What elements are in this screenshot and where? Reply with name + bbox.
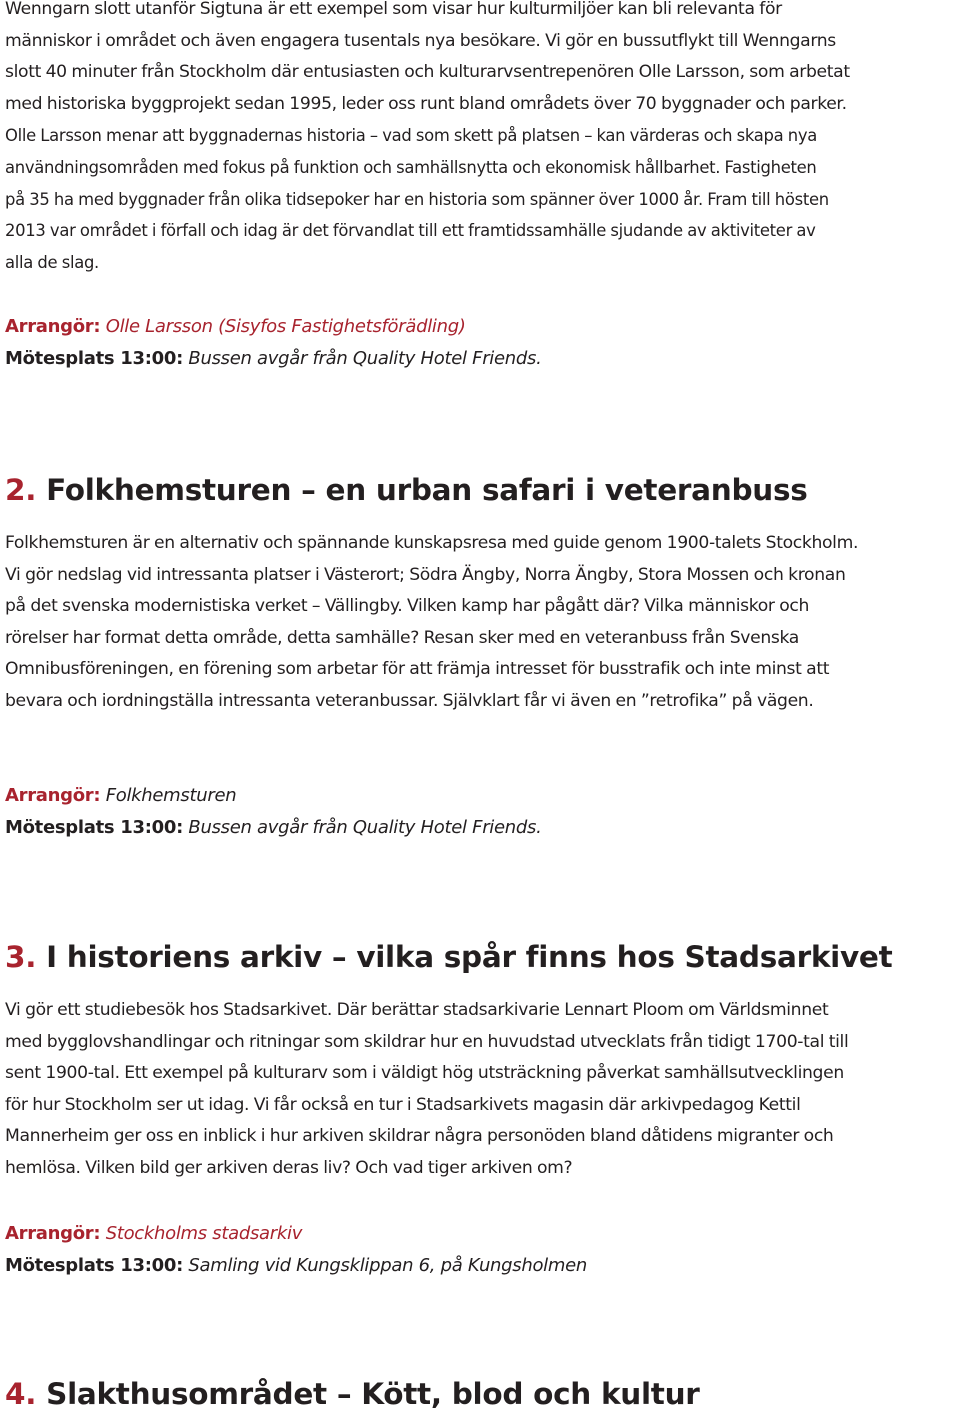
meeting-line — [5, 1250, 955, 1282]
section-heading — [5, 937, 892, 977]
section-number: 4. — [5, 1377, 37, 1411]
organizer-value: Olle Larsson (Sisyfos Fastighetsförädling) — [105, 316, 466, 337]
meeting-value: Bussen avgår från Quality Hotel Friends. — [188, 816, 542, 838]
paragraph-line: bevara och iordningställa intressanta veteranbussar. Självklart får vi även en ”retrofika” på vägen. — [5, 690, 814, 711]
meeting-value: Bussen avgår från Quality Hotel Friends. — [188, 347, 542, 369]
organizer-line — [5, 1218, 955, 1250]
organizer-label: Arrangör: — [5, 316, 101, 337]
organizer-label: Arrangör: — [5, 1223, 101, 1244]
meeting-value: Samling vid Kungsklippan 6, på Kungsholmen — [188, 1254, 588, 1276]
paragraph-line: rörelser har format detta område, detta samhälle? Resan sker med en veteranbuss från Svenska — [5, 627, 799, 648]
intro-line: 2013 var området i förfall och idag är det förvandlat till ett framtidssamhälle sjudande av aktiviteter av — [5, 221, 816, 241]
paragraph-line: för hur Stockholm ser ut idag. Vi får också en tur i Stadsarkivets magasin där arkivpedagog Kettil — [5, 1094, 801, 1115]
section-paragraph — [5, 995, 955, 1185]
intro-line: Wenngarn slott utanför Sigtuna är ett exempel som visar hur kulturmiljöer kan bli relevanta för — [5, 0, 782, 19]
section-paragraph — [5, 528, 955, 718]
section-event-info — [5, 1218, 955, 1281]
intro-line: med historiska byggprojekt sedan 1995, leder oss runt bland områdets över 70 byggnader och parker. — [5, 93, 847, 114]
intro-paragraph — [5, 0, 955, 278]
section-heading — [5, 470, 808, 510]
intro-line: Olle Larsson menar att byggnadernas historia – vad som skett på platsen – kan värderas och skapa nya — [5, 126, 818, 146]
organizer-line — [5, 311, 955, 343]
paragraph-line: Mannerheim ger oss en inblick i hur arkiven skildrar några personöden bland dåtidens migranter och — [5, 1126, 834, 1147]
meeting-label: Mötesplats 13:00: — [5, 1254, 183, 1276]
paragraph-line: sent 1900-tal. Ett exempel på kulturarv som i väldigt hög utsträckning påverkat samhällsutvecklingen — [5, 1063, 844, 1084]
intro-event-info — [5, 311, 955, 374]
meeting-line — [5, 343, 955, 375]
meeting-label: Mötesplats 13:00: — [5, 816, 183, 838]
section-number: 2. — [5, 473, 37, 507]
organizer-value: Folkhemsturen — [105, 785, 237, 806]
paragraph-line: hemlösa. Vilken bild ger arkiven deras liv? Och vad tiger arkiven om? — [5, 1157, 573, 1178]
section-title: I historiens arkiv – vilka spår finns hos Stadsarkivet — [46, 940, 893, 974]
intro-line: människor i området och även engagera tusentals nya besökare. Vi gör en bussutflykt till Wenngarns — [5, 30, 836, 51]
organizer-value: Stockholms stadsarkiv — [105, 1223, 303, 1244]
organizer-line — [5, 780, 955, 812]
meeting-line — [5, 812, 955, 844]
paragraph-line: på det svenska modernistiska verket – Vällingby. Vilken kamp har pågått där? Vilka människor och — [5, 596, 810, 617]
paragraph-line: Folkhemsturen är en alternativ och spännande kunskapsresa med guide genom 1900-talets Stockholm. — [5, 533, 859, 553]
meeting-label: Mötesplats 13:00: — [5, 347, 183, 369]
intro-line: alla de slag. — [5, 252, 99, 272]
intro-line: på 35 ha med byggnader från olika tidsepoker har en historia som spänner över 1000 år. Fram till hösten — [5, 189, 829, 209]
section-heading — [5, 1374, 700, 1414]
paragraph-line: Vi gör nedslag vid intressanta platser i Västerort; Södra Ängby, Norra Ängby, Stora Mossen och kronan — [5, 564, 846, 585]
intro-line: användningsområden med fokus på funktion och samhällsnytta och ekonomisk hållbarhet. Fastigheten — [5, 157, 817, 177]
organizer-label: Arrangör: — [5, 785, 101, 806]
paragraph-line: med bygglovshandlingar och ritningar som skildrar hur en huvudstad utvecklats från tidigt 1700-tal till — [5, 1031, 849, 1052]
intro-line: slott 40 minuter från Stockholm där entusiasten och kulturarvsentrepenören Olle Larsson, som arbetat — [5, 62, 850, 83]
paragraph-line: Vi gör ett studiebesök hos Stadsarkivet. Där berättar stadsarkivarie Lennart Ploom om Världsminnet — [5, 1000, 829, 1020]
section-title: Slakthusområdet – Kött, blod och kultur — [46, 1377, 700, 1411]
section-title: Folkhemsturen – en urban safari i veteranbuss — [46, 473, 808, 507]
section-event-info — [5, 780, 955, 843]
section-number: 3. — [5, 940, 37, 974]
paragraph-line: Omnibusföreningen, en förening som arbetar för att främja intresset för busstrafik och inte minst att — [5, 659, 830, 680]
